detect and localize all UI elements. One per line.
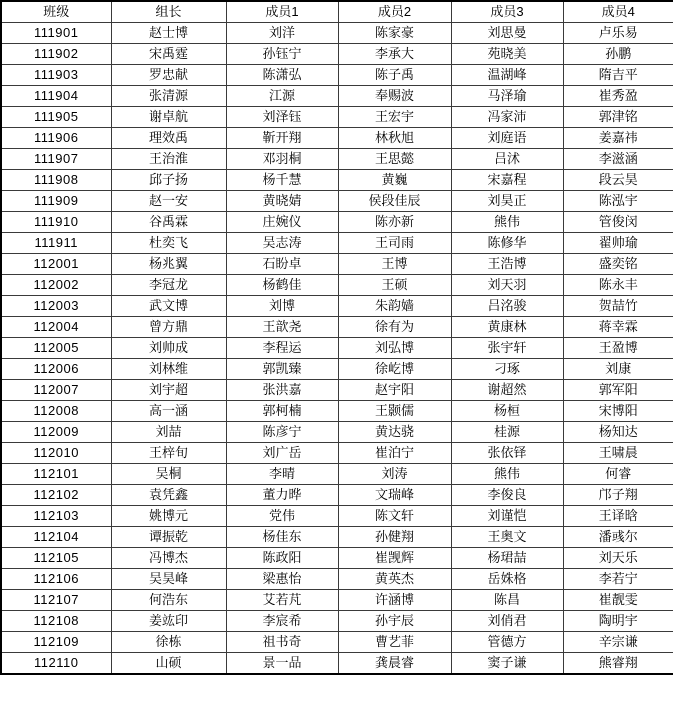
member-name-cell[interactable]: 龚晨睿 <box>338 653 451 675</box>
table-row <box>1 443 673 464</box>
table-row <box>1 485 673 506</box>
table-row <box>1 401 673 422</box>
header-cell-member1[interactable]: 成员1 <box>226 1 338 23</box>
table-row <box>1 212 673 233</box>
member-name-cell[interactable]: 段云昊 <box>563 170 673 191</box>
member-name-cell[interactable]: 崔泊宁 <box>338 443 451 464</box>
table-row <box>1 107 673 128</box>
member-name-cell[interactable]: 王译晗 <box>563 506 673 527</box>
member-name-cell[interactable]: 刘康 <box>563 359 673 380</box>
member-name-cell[interactable]: 陈子禹 <box>338 65 451 86</box>
member-name-cell[interactable]: 刘喆 <box>111 422 226 443</box>
member-name-cell[interactable]: 吕沭 <box>451 149 563 170</box>
member-name-cell[interactable]: 刘宇超 <box>111 380 226 401</box>
member-name-cell[interactable]: 黄康林 <box>451 317 563 338</box>
class-id-cell[interactable]: 112104 <box>1 527 111 548</box>
member-name-cell[interactable]: 袁凭鑫 <box>111 485 226 506</box>
member-name-cell[interactable]: 王歆尧 <box>226 317 338 338</box>
member-name-cell[interactable]: 刘思曼 <box>451 23 563 44</box>
member-name-cell[interactable]: 崔觊辉 <box>338 548 451 569</box>
member-name-cell[interactable]: 赵一安 <box>111 191 226 212</box>
member-name-cell[interactable]: 杨兆翼 <box>111 254 226 275</box>
member-name-cell[interactable]: 邓羽桐 <box>226 149 338 170</box>
member-name-cell[interactable]: 贺喆竹 <box>563 296 673 317</box>
member-name-cell[interactable]: 江源 <box>226 86 338 107</box>
member-name-cell[interactable]: 梁惠怡 <box>226 569 338 590</box>
member-name-cell[interactable]: 王盈博 <box>563 338 673 359</box>
member-name-cell[interactable]: 王梓旬 <box>111 443 226 464</box>
member-name-cell[interactable]: 陶明宇 <box>563 611 673 632</box>
member-name-cell[interactable]: 陈政阳 <box>226 548 338 569</box>
class-id-cell[interactable]: 112010 <box>1 443 111 464</box>
table-row <box>1 359 673 380</box>
member-name-cell[interactable]: 徐栋 <box>111 632 226 653</box>
member-name-cell[interactable]: 曾方鼎 <box>111 317 226 338</box>
class-id-cell[interactable]: 112007 <box>1 380 111 401</box>
member-name-cell[interactable]: 管俊闵 <box>563 212 673 233</box>
member-name-cell[interactable]: 陈昌 <box>451 590 563 611</box>
member-name-cell[interactable]: 卢乐易 <box>563 23 673 44</box>
class-id-cell[interactable]: 112107 <box>1 590 111 611</box>
member-name-cell[interactable]: 许涵博 <box>338 590 451 611</box>
class-id-cell[interactable]: 112008 <box>1 401 111 422</box>
class-id-cell[interactable]: 112009 <box>1 422 111 443</box>
member-name-cell[interactable]: 黄英杰 <box>338 569 451 590</box>
member-name-cell[interactable]: 王治淮 <box>111 149 226 170</box>
member-name-cell[interactable]: 熊伟 <box>451 212 563 233</box>
table-row <box>1 611 673 632</box>
member-name-cell[interactable]: 姚博元 <box>111 506 226 527</box>
class-id-cell[interactable]: 111909 <box>1 191 111 212</box>
class-id-cell[interactable]: 111908 <box>1 170 111 191</box>
member-name-cell[interactable]: 吴志涛 <box>226 233 338 254</box>
class-id-cell[interactable]: 111910 <box>1 212 111 233</box>
member-name-cell[interactable]: 赵士博 <box>111 23 226 44</box>
table-row <box>1 233 673 254</box>
member-name-cell[interactable]: 刘弘博 <box>338 338 451 359</box>
member-name-cell[interactable]: 石盼卓 <box>226 254 338 275</box>
member-name-cell[interactable]: 王宏宇 <box>338 107 451 128</box>
member-name-cell[interactable]: 李承大 <box>338 44 451 65</box>
table-row <box>1 149 673 170</box>
class-id-cell[interactable]: 111901 <box>1 23 111 44</box>
member-name-cell[interactable]: 冯博杰 <box>111 548 226 569</box>
member-name-cell[interactable]: 高一涵 <box>111 401 226 422</box>
table-row <box>1 464 673 485</box>
class-id-cell[interactable]: 111906 <box>1 128 111 149</box>
member-name-cell[interactable]: 王硕 <box>338 275 451 296</box>
member-name-cell[interactable]: 张宇轩 <box>451 338 563 359</box>
table-row <box>1 128 673 149</box>
member-name-cell[interactable]: 张洪嘉 <box>226 380 338 401</box>
member-name-cell[interactable]: 理效禹 <box>111 128 226 149</box>
member-name-cell[interactable]: 刘林维 <box>111 359 226 380</box>
member-name-cell[interactable]: 刘博 <box>226 296 338 317</box>
member-name-cell[interactable]: 陈潇弘 <box>226 65 338 86</box>
class-id-cell[interactable]: 112102 <box>1 485 111 506</box>
member-name-cell[interactable]: 蒋幸霖 <box>563 317 673 338</box>
table-row <box>1 254 673 275</box>
member-name-cell[interactable]: 黄达骁 <box>338 422 451 443</box>
member-name-cell[interactable]: 刘昊正 <box>451 191 563 212</box>
member-name-cell[interactable]: 李冠龙 <box>111 275 226 296</box>
member-name-cell[interactable]: 郭津铭 <box>563 107 673 128</box>
member-name-cell[interactable]: 郭柯楠 <box>226 401 338 422</box>
member-name-cell[interactable]: 谢卓航 <box>111 107 226 128</box>
member-name-cell[interactable]: 孙健翔 <box>338 527 451 548</box>
member-name-cell[interactable]: 李滋涵 <box>563 149 673 170</box>
member-name-cell[interactable]: 庄婉仪 <box>226 212 338 233</box>
member-name-cell[interactable]: 刘洋 <box>226 23 338 44</box>
table-row <box>1 527 673 548</box>
header-cell-leader[interactable]: 组长 <box>111 1 226 23</box>
class-id-cell[interactable]: 111904 <box>1 86 111 107</box>
class-id-cell[interactable]: 112002 <box>1 275 111 296</box>
member-name-cell[interactable]: 李程运 <box>226 338 338 359</box>
member-name-cell[interactable]: 王司雨 <box>338 233 451 254</box>
member-name-cell[interactable]: 王思懿 <box>338 149 451 170</box>
member-name-cell[interactable]: 黄巍 <box>338 170 451 191</box>
member-name-cell[interactable]: 李若宁 <box>563 569 673 590</box>
member-name-cell[interactable]: 刘俏君 <box>451 611 563 632</box>
class-id-cell[interactable]: 112110 <box>1 653 111 675</box>
member-name-cell[interactable]: 武文博 <box>111 296 226 317</box>
table-row <box>1 317 673 338</box>
member-name-cell[interactable]: 靳开翔 <box>226 128 338 149</box>
member-name-cell[interactable]: 赵宇阳 <box>338 380 451 401</box>
member-name-cell[interactable]: 杨佳东 <box>226 527 338 548</box>
member-name-cell[interactable]: 张清源 <box>111 86 226 107</box>
class-id-cell[interactable]: 112108 <box>1 611 111 632</box>
class-id-cell[interactable]: 111905 <box>1 107 111 128</box>
class-id-cell[interactable]: 112003 <box>1 296 111 317</box>
member-name-cell[interactable]: 孙鹏 <box>563 44 673 65</box>
member-name-cell[interactable]: 马泽瑜 <box>451 86 563 107</box>
member-name-cell[interactable]: 刘天乐 <box>563 548 673 569</box>
member-name-cell[interactable]: 罗忠献 <box>111 65 226 86</box>
table-row <box>1 44 673 65</box>
header-cell-class[interactable]: 班级 <box>1 1 111 23</box>
member-name-cell[interactable]: 李晴 <box>226 464 338 485</box>
member-name-cell[interactable]: 党伟 <box>226 506 338 527</box>
member-name-cell[interactable]: 李宸希 <box>226 611 338 632</box>
member-name-cell[interactable]: 王浩博 <box>451 254 563 275</box>
member-name-cell[interactable]: 奉赐波 <box>338 86 451 107</box>
table-row <box>1 170 673 191</box>
member-name-cell[interactable]: 艾若芃 <box>226 590 338 611</box>
member-name-cell[interactable]: 徐有为 <box>338 317 451 338</box>
member-name-cell[interactable]: 王颢儒 <box>338 401 451 422</box>
member-name-cell[interactable]: 管德方 <box>451 632 563 653</box>
member-name-cell[interactable]: 山硕 <box>111 653 226 675</box>
member-name-cell[interactable]: 郭军阳 <box>563 380 673 401</box>
member-name-cell[interactable]: 宋博阳 <box>563 401 673 422</box>
header-cell-member4[interactable]: 成员4 <box>563 1 673 23</box>
member-name-cell[interactable]: 陈亦新 <box>338 212 451 233</box>
member-name-cell[interactable]: 邱子扬 <box>111 170 226 191</box>
member-name-cell[interactable]: 刁琢 <box>451 359 563 380</box>
table-row <box>1 86 673 107</box>
member-name-cell[interactable]: 侯段佳辰 <box>338 191 451 212</box>
member-name-cell[interactable]: 冯家沛 <box>451 107 563 128</box>
header-cell-member3[interactable]: 成员3 <box>451 1 563 23</box>
member-name-cell[interactable]: 谷禹霖 <box>111 212 226 233</box>
member-name-cell[interactable]: 王奥文 <box>451 527 563 548</box>
class-id-cell[interactable]: 112109 <box>1 632 111 653</box>
table-row <box>1 422 673 443</box>
member-name-cell[interactable]: 陈修华 <box>451 233 563 254</box>
class-id-cell[interactable]: 112101 <box>1 464 111 485</box>
member-name-cell[interactable]: 刘泽钰 <box>226 107 338 128</box>
class-id-cell[interactable]: 112005 <box>1 338 111 359</box>
class-id-cell[interactable]: 111911 <box>1 233 111 254</box>
class-id-cell[interactable]: 111907 <box>1 149 111 170</box>
member-name-cell[interactable]: 陈彦宁 <box>226 422 338 443</box>
member-name-cell[interactable]: 李俊良 <box>451 485 563 506</box>
member-name-cell[interactable]: 景一品 <box>226 653 338 675</box>
member-name-cell[interactable]: 崔秀盈 <box>563 86 673 107</box>
member-name-cell[interactable]: 邝子翔 <box>563 485 673 506</box>
table-row <box>1 65 673 86</box>
member-name-cell[interactable]: 杨鹤佳 <box>226 275 338 296</box>
table-row <box>1 23 673 44</box>
table-row <box>1 275 673 296</box>
member-name-cell[interactable]: 姜竑印 <box>111 611 226 632</box>
class-id-cell[interactable]: 112105 <box>1 548 111 569</box>
member-name-cell[interactable]: 何浩东 <box>111 590 226 611</box>
class-id-cell[interactable]: 111903 <box>1 65 111 86</box>
member-name-cell[interactable]: 黄晓婧 <box>226 191 338 212</box>
member-name-cell[interactable]: 何睿 <box>563 464 673 485</box>
member-name-cell[interactable]: 杜奕飞 <box>111 233 226 254</box>
member-name-cell[interactable]: 杨千慧 <box>226 170 338 191</box>
member-name-cell[interactable]: 陈文轩 <box>338 506 451 527</box>
member-name-cell[interactable]: 隋吉平 <box>563 65 673 86</box>
class-id-cell[interactable]: 111902 <box>1 44 111 65</box>
member-name-cell[interactable]: 窦子谦 <box>451 653 563 675</box>
member-name-cell[interactable]: 刘广岳 <box>226 443 338 464</box>
member-name-cell[interactable]: 宋嘉程 <box>451 170 563 191</box>
member-name-cell[interactable]: 崔靓雯 <box>563 590 673 611</box>
member-name-cell[interactable]: 曹艺菲 <box>338 632 451 653</box>
member-name-cell[interactable]: 祖书奇 <box>226 632 338 653</box>
class-id-cell[interactable]: 112103 <box>1 506 111 527</box>
table-body <box>1 23 673 675</box>
member-name-cell[interactable]: 翟帅瑜 <box>563 233 673 254</box>
member-name-cell[interactable]: 熊睿翔 <box>563 653 673 675</box>
table-row <box>1 653 673 675</box>
member-name-cell[interactable]: 吴昊峰 <box>111 569 226 590</box>
member-name-cell[interactable]: 苑晓美 <box>451 44 563 65</box>
header-cell-member2[interactable]: 成员2 <box>338 1 451 23</box>
member-name-cell[interactable]: 刘天羽 <box>451 275 563 296</box>
member-name-cell[interactable]: 陈永丰 <box>563 275 673 296</box>
member-name-cell[interactable]: 林秋旭 <box>338 128 451 149</box>
member-name-cell[interactable]: 潘彧尔 <box>563 527 673 548</box>
member-name-cell[interactable]: 姜嘉祎 <box>563 128 673 149</box>
member-name-cell[interactable]: 吕洺骏 <box>451 296 563 317</box>
header-row <box>1 1 673 23</box>
member-name-cell[interactable]: 孙钰宁 <box>226 44 338 65</box>
table-row <box>1 632 673 653</box>
table-row <box>1 590 673 611</box>
member-name-cell[interactable]: 辛宗谦 <box>563 632 673 653</box>
member-name-cell[interactable]: 文瑞峰 <box>338 485 451 506</box>
member-name-cell[interactable]: 杨桓 <box>451 401 563 422</box>
member-name-cell[interactable]: 谭振乾 <box>111 527 226 548</box>
member-name-cell[interactable]: 王啸晨 <box>563 443 673 464</box>
table-row <box>1 380 673 401</box>
member-name-cell[interactable]: 朱韵嫱 <box>338 296 451 317</box>
member-name-cell[interactable]: 张依铎 <box>451 443 563 464</box>
class-id-cell[interactable]: 112001 <box>1 254 111 275</box>
table-row <box>1 506 673 527</box>
member-name-cell[interactable]: 孙宇辰 <box>338 611 451 632</box>
member-name-cell[interactable]: 陈泓宇 <box>563 191 673 212</box>
member-name-cell[interactable]: 谢超然 <box>451 380 563 401</box>
member-name-cell[interactable]: 盛奕铭 <box>563 254 673 275</box>
member-name-cell[interactable]: 徐屹博 <box>338 359 451 380</box>
table-row <box>1 296 673 317</box>
table-row <box>1 569 673 590</box>
member-name-cell[interactable]: 刘涛 <box>338 464 451 485</box>
table-row <box>1 338 673 359</box>
member-name-cell[interactable]: 桂源 <box>451 422 563 443</box>
table-row <box>1 548 673 569</box>
member-name-cell[interactable]: 王博 <box>338 254 451 275</box>
class-id-cell[interactable]: 112006 <box>1 359 111 380</box>
class-id-cell[interactable]: 112106 <box>1 569 111 590</box>
member-name-cell[interactable]: 陈家豪 <box>338 23 451 44</box>
class-id-cell[interactable]: 112004 <box>1 317 111 338</box>
member-name-cell[interactable]: 杨知达 <box>563 422 673 443</box>
member-name-cell[interactable]: 郭凯臻 <box>226 359 338 380</box>
member-name-cell[interactable]: 董力晔 <box>226 485 338 506</box>
member-name-cell[interactable]: 杨珺喆 <box>451 548 563 569</box>
member-name-cell[interactable]: 温湖峰 <box>451 65 563 86</box>
member-name-cell[interactable]: 刘庭语 <box>451 128 563 149</box>
member-name-cell[interactable]: 熊伟 <box>451 464 563 485</box>
member-name-cell[interactable]: 刘谨恺 <box>451 506 563 527</box>
member-name-cell[interactable]: 宋禹霆 <box>111 44 226 65</box>
member-name-cell[interactable]: 刘帅成 <box>111 338 226 359</box>
member-name-cell[interactable]: 岳姝格 <box>451 569 563 590</box>
member-name-cell[interactable]: 吴桐 <box>111 464 226 485</box>
table-row <box>1 191 673 212</box>
